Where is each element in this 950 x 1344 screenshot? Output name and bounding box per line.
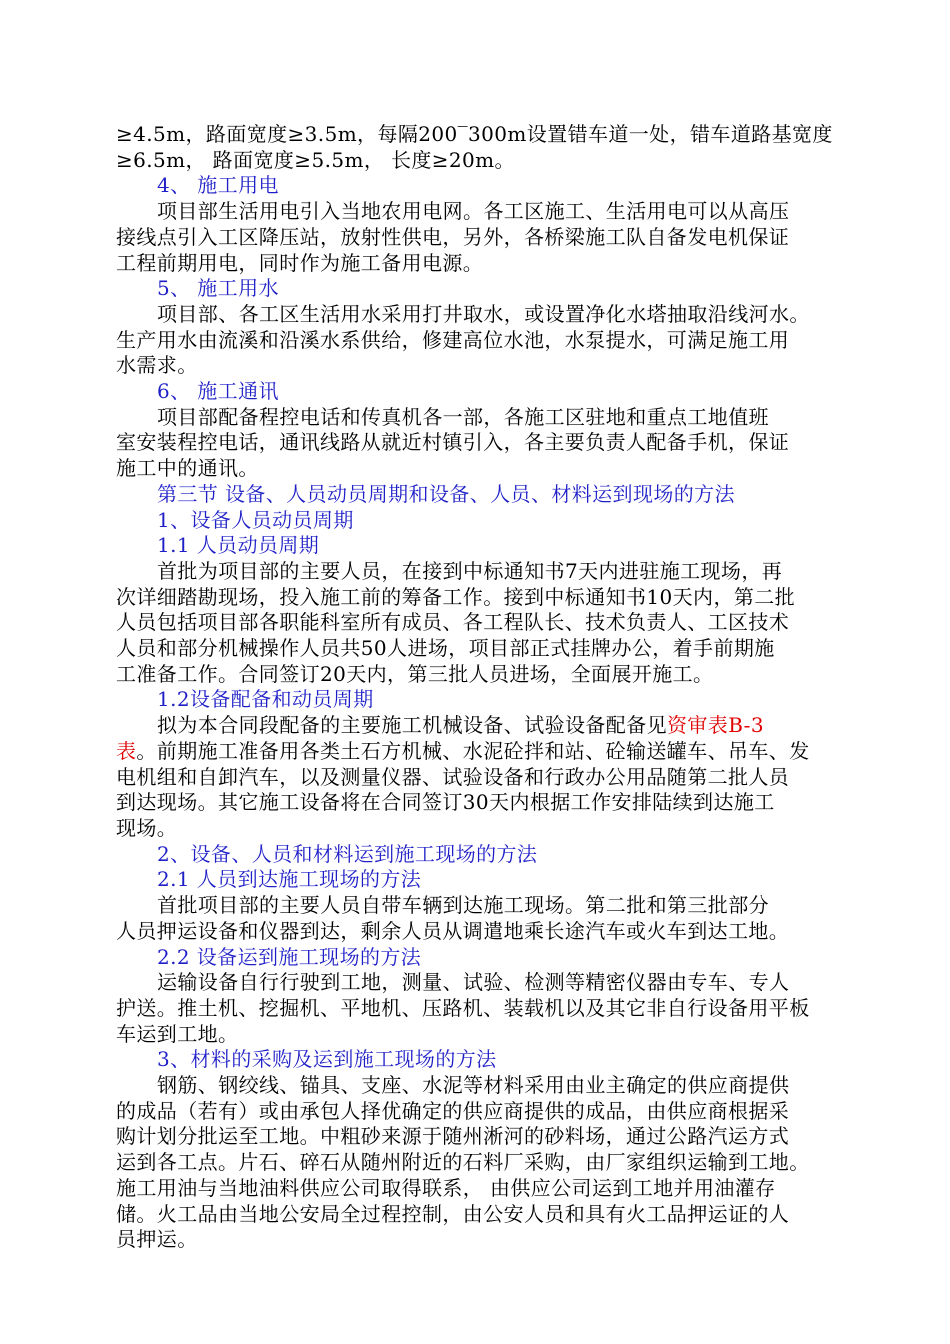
body-line: 生产用水由流溪和沿溪水系供给，修建高位水池，水泵提水，可满足施工用 (116, 327, 790, 352)
body-line: 水需求。 (116, 353, 198, 378)
body-line: 项目部生活用电引入当地农用电网。各工区施工、生活用电可以从高压 (157, 199, 790, 224)
body-line: 车运到工地。 (116, 1021, 239, 1046)
body-line: 员押运。 (116, 1227, 198, 1252)
document-body (116, 122, 840, 1253)
section-heading: 6、 施工通讯 (157, 379, 279, 404)
body-text: 拟为本合同段配备的主要施工机械设备、试验设备配备见 (157, 713, 667, 738)
body-line (116, 739, 840, 765)
section-heading: 3、材料的采购及运到施工现场的方法 (157, 1047, 497, 1072)
body-line (116, 713, 840, 739)
body-line: 首批项目部的主要人员自带车辆到达施工现场。第二批和第三批部分 (157, 893, 769, 918)
body-line: 首批为项目部的主要人员，在接到中标通知书7天内进驻施工现场，再 (157, 558, 783, 583)
body-line: 到达现场。其它施工设备将在合同签订30天内根据工作安排陆续到达施工 (116, 790, 775, 815)
section-heading: 4、 施工用电 (157, 173, 279, 198)
body-line: 现场。 (116, 815, 178, 840)
body-line: 项目部、各工区生活用水采用打井取水，或设置净化水塔抽取沿线河水。 (157, 301, 810, 326)
body-line: 项目部配备程控电话和传真机各一部，各施工区驻地和重点工地值班 (157, 404, 769, 429)
body-line: 人员押运设备和仪器到达，剩余人员从调遣地乘长途汽车或火车到达工地。 (116, 918, 790, 943)
subsection-heading: 1.1 人员动员周期 (157, 533, 320, 558)
body-line: 钢筋、钢绞线、锚具、支座、水泥等材料采用由业主确定的供应商提供 (157, 1073, 790, 1098)
body-line: 接线点引入工区降压站，放射性供电，另外，各桥梁施工队自备发电机保证 (116, 224, 790, 249)
subsection-heading: 2.1 人员到达施工现场的方法 (157, 867, 422, 892)
chapter-heading: 第三节 设备、人员动员周期和设备、人员、材料运到现场的方法 (157, 481, 735, 506)
body-line: 施工用油与当地油料供应公司取得联系， 由供应公司运到工地并用油灌存 (116, 1175, 776, 1200)
subsection-heading: 1.2设备配备和动员周期 (157, 687, 374, 712)
body-line: 次详细踏勘现场，投入施工前的筹备工作。接到中标通知书10天内，第二批 (116, 584, 796, 609)
body-line: ≥4.5m，路面宽度≥3.5m，每隔200‾300m设置错车道一处，错车道路基宽度 (116, 122, 833, 146)
body-line: 储。火工品由当地公安局全过程控制，由公安人员和具有火工品押运证的人 (116, 1201, 790, 1226)
body-text: 。前期施工准备用各类土石方机械、水泥砼拌和站、砼输送罐车、吊车、发 (136, 738, 810, 763)
subsection-heading: 2.2 设备运到施工现场的方法 (157, 944, 422, 969)
table-reference-link[interactable]: 表 (116, 738, 137, 763)
body-line: 运到各工点。片石、碎石从随州附近的石料厂采购，由厂家组织运输到工地。 (116, 1150, 810, 1175)
section-heading: 1、设备人员动员周期 (157, 507, 354, 532)
body-line: 电机组和自卸汽车，以及测量仪器、试验设备和行政办公用品随第二批人员 (116, 764, 790, 789)
body-line: 室安装程控电话，通讯线路从就近村镇引入，各主要负责人配备手机，保证 (116, 430, 790, 455)
body-line: 的成品（若有）或由承包人择优确定的供应商提供的成品，由供应商根据采 (116, 1098, 790, 1123)
body-line: 工准备工作。合同签订20天内，第三批人员进场，全面展开施工。 (116, 661, 714, 686)
body-line: 护送。推土机、挖掘机、平地机、压路机、装载机以及其它非自行设备用平板 (116, 995, 810, 1020)
table-reference-link[interactable]: 资审表B-3 (667, 713, 764, 738)
body-line: 购计划分批运至工地。中粗砂来源于随州淅河的砂料场，通过公路汽运方式 (116, 1124, 790, 1149)
body-line: ≥6.5m， 路面宽度≥5.5m， 长度≥20m。 (116, 147, 515, 172)
body-line: 人员包括项目部各职能科室所有成员、各工程队长、技术负责人、工区技术 (116, 610, 790, 635)
section-heading: 2、设备、人员和材料运到施工现场的方法 (157, 841, 538, 866)
body-line: 人员和部分机械操作人员共50人进场，项目部正式挂牌办公，着手前期施 (116, 636, 775, 661)
section-heading: 5、 施工用水 (157, 276, 279, 301)
body-line: 运输设备自行行驶到工地，测量、试验、检测等精密仪器由专车、专人 (157, 970, 790, 995)
body-line: 施工中的通讯。 (116, 456, 259, 481)
body-line: 工程前期用电，同时作为施工备用电源。 (116, 250, 484, 275)
